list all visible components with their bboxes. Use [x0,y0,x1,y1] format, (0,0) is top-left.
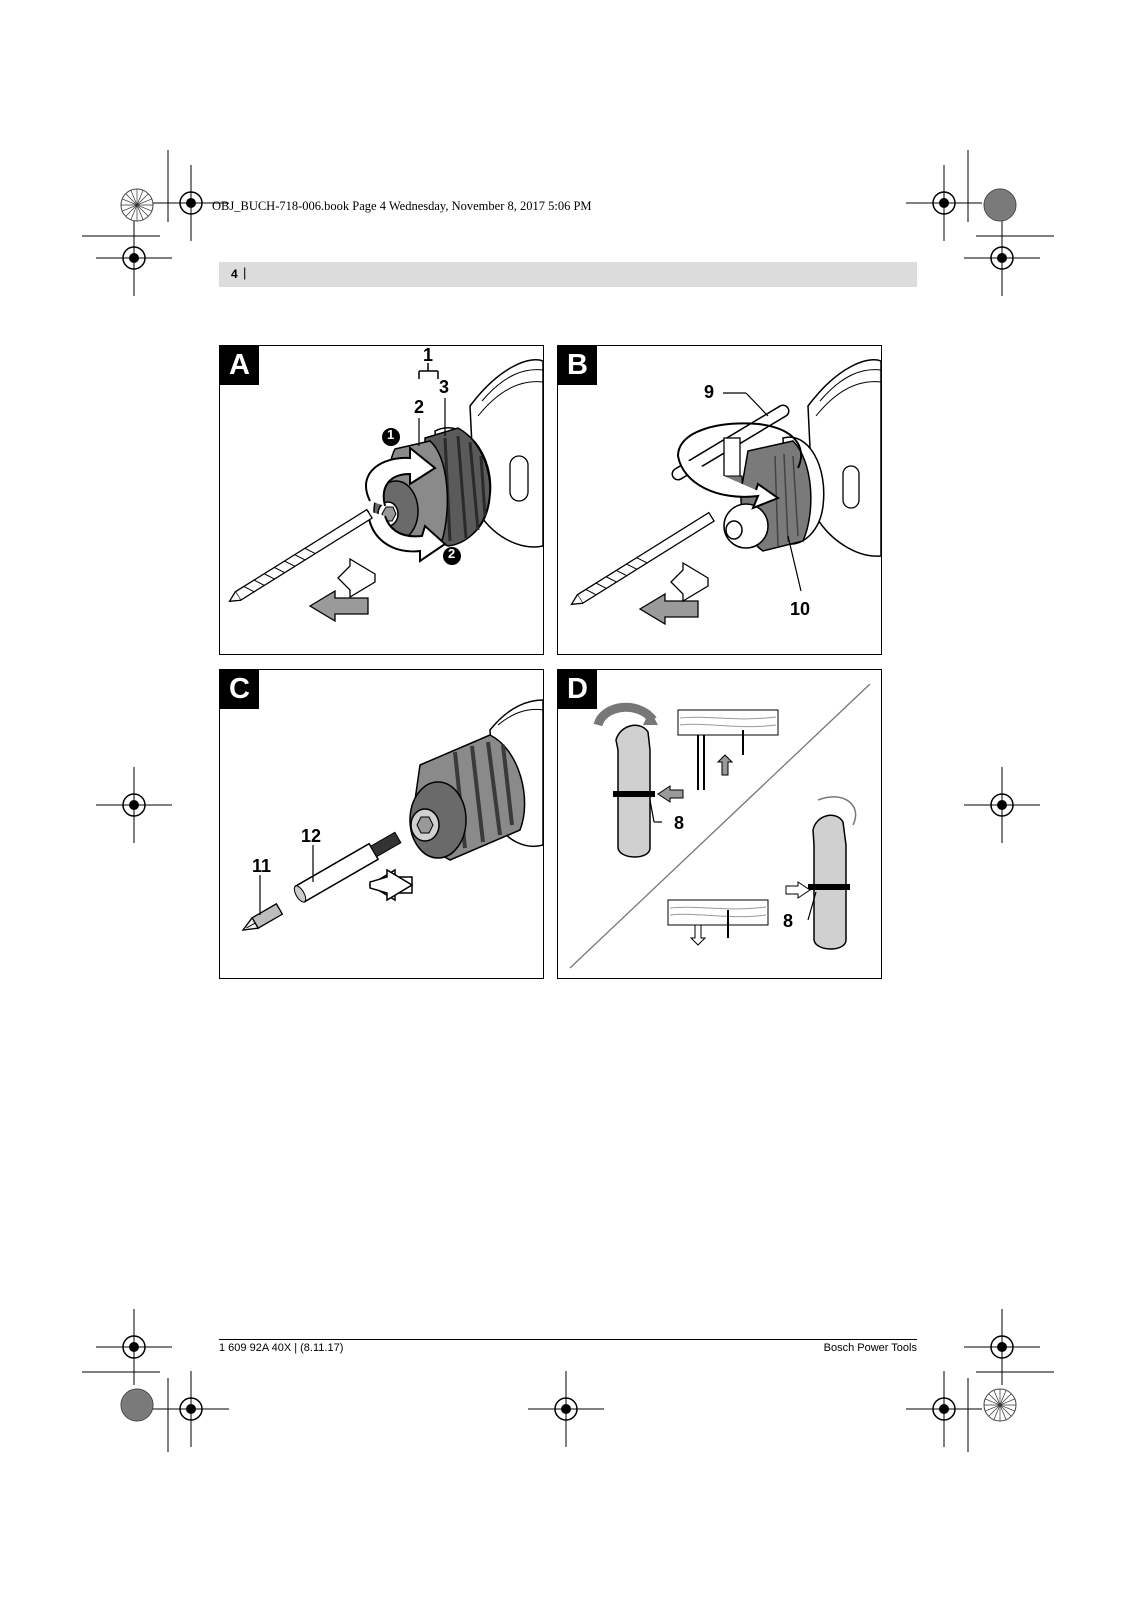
callout-10: 10 [790,599,811,619]
figure-panel-b [557,345,882,655]
panel-letter-a: A [220,346,259,385]
footer-rule [219,1339,917,1340]
header-separator: | [243,265,247,280]
callout-3: 3 [439,377,450,397]
callout-8-lower: 8 [783,911,794,931]
figure-panel-d [557,669,882,979]
rotation-direction-illustration-d [558,670,881,978]
step-2-label: 2 [448,546,456,561]
callout-9: 9 [704,382,715,402]
panel-letter-b: B [558,346,597,385]
footer-brand: Bosch Power Tools [823,1342,917,1354]
callout-2: 2 [414,397,425,417]
page-header-bar [219,262,917,287]
footer-document-number: 1 609 92A 40X | (8.11.17) [219,1342,344,1354]
panel-letter-d: D [558,670,597,709]
step-1-label: 1 [387,427,395,442]
page-number: 4 [231,267,238,281]
panel-letter-c: C [220,670,259,709]
figure-panel-c [219,669,544,979]
figure-panel-a [219,345,544,655]
callout-12: 12 [301,826,322,846]
callout-11: 11 [252,856,272,876]
drill-chuck-key-illustration-b [558,346,881,654]
drill-chuck-illustration-a [220,346,543,654]
callout-8-upper: 8 [674,813,685,833]
bit-holder-illustration-c [220,670,543,978]
callout-1: 1 [423,345,434,365]
print-info-line: OBJ_BUCH-718-006.book Page 4 Wednesday, November 8, 2017 5:06 PM [212,199,592,213]
